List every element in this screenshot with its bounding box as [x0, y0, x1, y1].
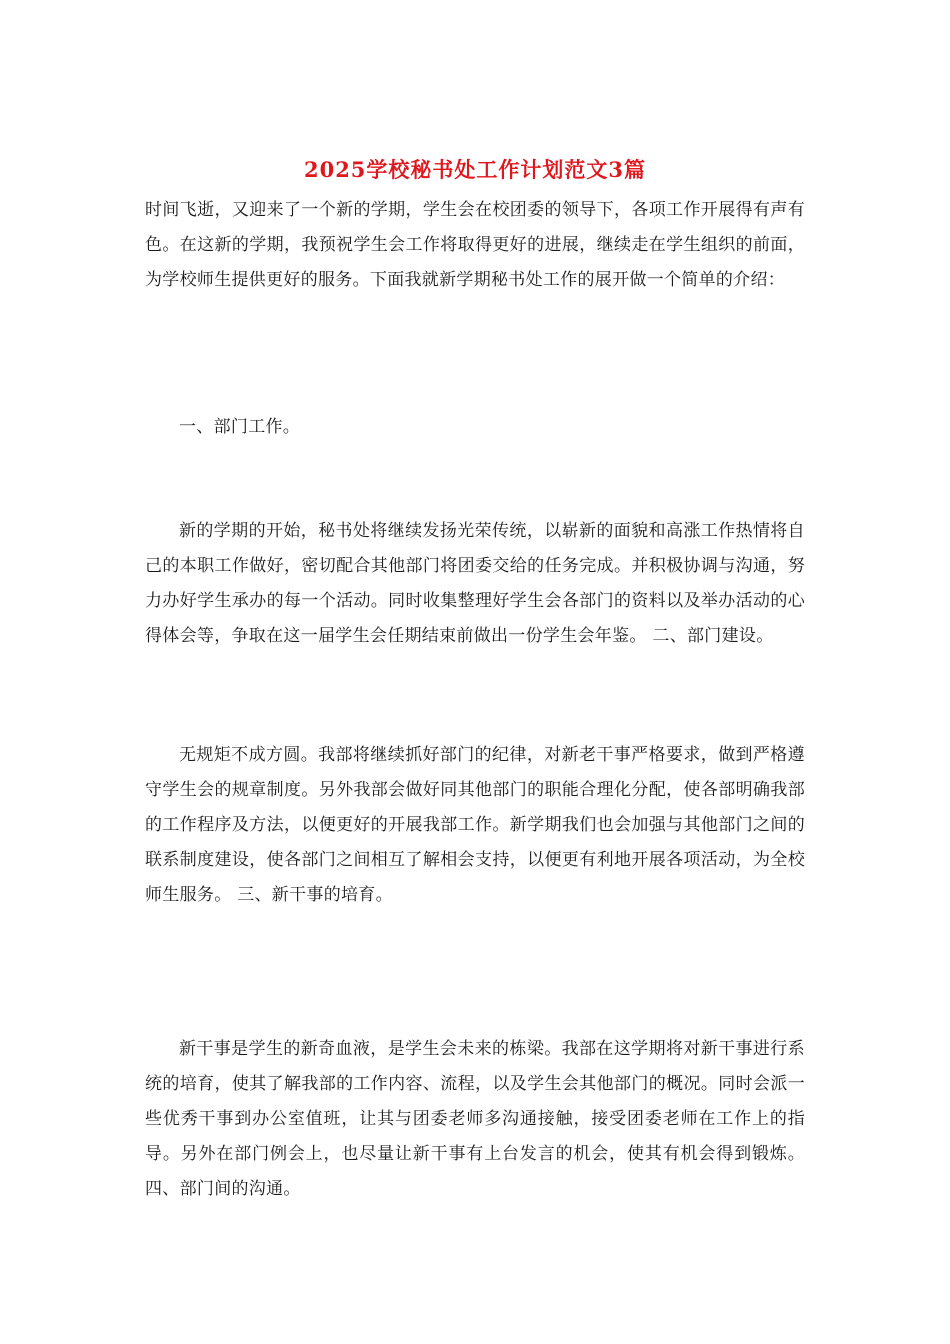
paragraph-department-building: 无规矩不成方圆。我部将继续抓好部门的纪律，对新老干事严格要求，做到严格遵守学生会的规章制度。另外我部会做好同其他部门的职能合理化分配，使各部明确我部的工作程序及方法，以便更好的开展我部工作。新学期我们也会加强与其他部门之间的联系制度建设，使各部门之间相互了解相会支持，以便更有利地开展各项活动，为全校师生服务。 三、新干事的培育。: [145, 745, 805, 905]
paragraph-department-work: 新的学期的开始，秘书处将继续发扬光荣传统，以崭新的面貌和高涨工作热情将自己的本职工作做好，密切配合其他部门将团委交给的任务完成。并积极协调与沟通，努力办好学生承办的每一个活动。同时收集整理好学生会各部门的资料以及举办活动的心得体会等，争取在这一届学生会任期结束前做出一份学生会年鉴。 二、部门建设。: [145, 521, 805, 646]
section-heading-department-work: 一、部门工作。: [179, 417, 301, 437]
paragraph-new-staff-training: 新干事是学生的新奇血液，是学生会未来的栋梁。我部在这学期将对新干事进行系统的培育，使其了解我部的工作内容、流程，以及学生会其他部门的概况。同时会派一些优秀干事到办公室值班，让其与团委老师多沟通接触，接受团委老师在工作上的指导。另外在部门例会上，也尽量让新干事有上台发言的机会，使其有机会得到锻炼。 四、部门间的沟通。: [145, 1039, 805, 1199]
document-title: 2025学校秘书处工作计划范文3篇: [303, 157, 647, 182]
intro-paragraph: 时间飞逝，又迎来了一个新的学期，学生会在校团委的领导下，各项工作开展得有声有色。在这新的学期，我预祝学生会工作将取得更好的进展，继续走在学生组织的前面，为学校师生提供更好的服务。下面我就新学期秘书处工作的展开做一个简单的介绍：: [145, 200, 805, 290]
